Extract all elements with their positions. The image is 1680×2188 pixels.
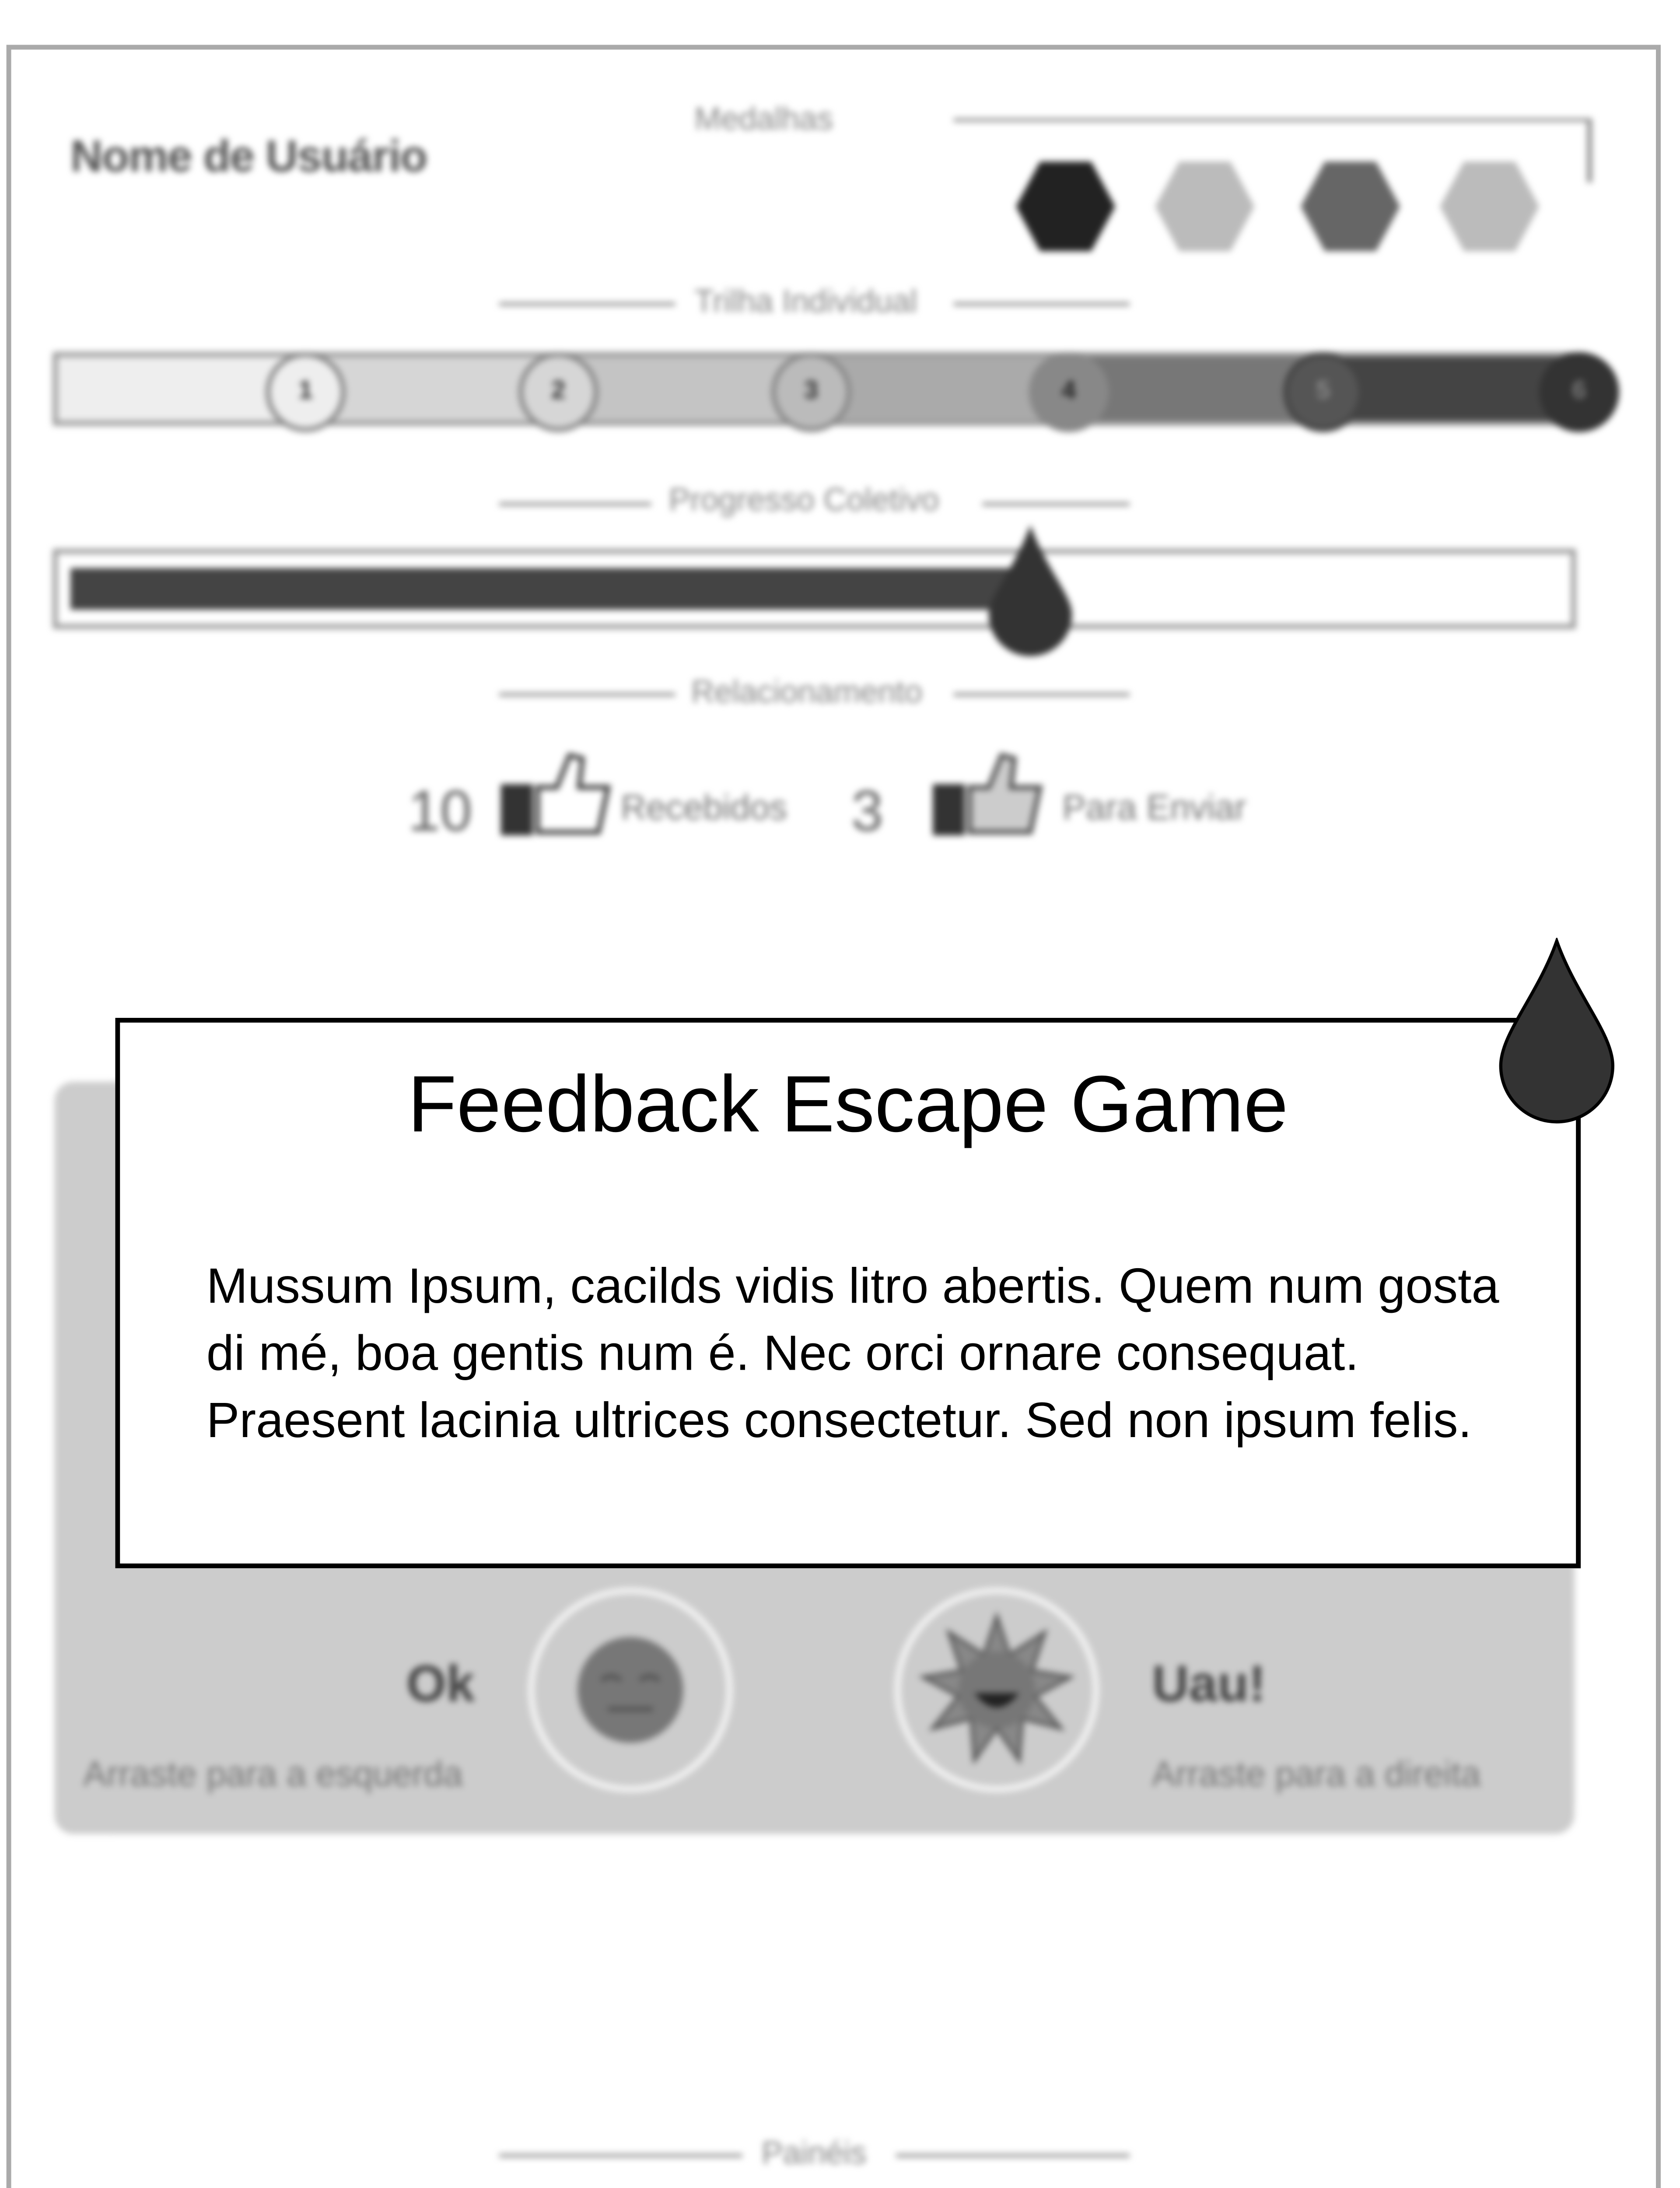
drop-icon[interactable] xyxy=(1496,938,1617,1130)
received-label: Recebidos xyxy=(620,787,788,828)
trail-step-3[interactable]: 3 xyxy=(771,352,851,432)
collective-title: Progresso Coletivo xyxy=(668,483,939,519)
ok-hint: Arraste para a esquerda xyxy=(83,1754,463,1794)
medals-title: Medalhas xyxy=(694,102,833,138)
collective-progress-bar xyxy=(53,549,1576,629)
trail-step-2[interactable]: 2 xyxy=(518,352,598,432)
username: Nome de Usuário xyxy=(70,131,427,181)
relationship-title: Relacionamento xyxy=(691,675,923,711)
collective-progress-fill xyxy=(70,568,1022,610)
thumbs-up-send-icon[interactable] xyxy=(931,752,1046,842)
to-send-label: Para Enviar xyxy=(1062,787,1246,828)
trail-title: Trilha Individual xyxy=(694,284,917,320)
modal-body: Mussum Ipsum, cacilds vidis litro abertis. Quem num gosta di mé, boa gentis num é. Nec orci ornare consequat. Praesent lacinia ultrices consectetur. Sed non ipsum felis. xyxy=(206,1258,1499,1448)
trail-step-5[interactable]: 5 xyxy=(1283,352,1363,432)
wow-label: Uau! xyxy=(1152,1655,1266,1712)
wow-face-button[interactable] xyxy=(894,1588,1099,1792)
panels-title: Painéis xyxy=(761,2136,867,2172)
medal-icon-3 xyxy=(1301,161,1400,251)
ok-face-button[interactable] xyxy=(528,1588,733,1792)
sun-face-icon xyxy=(901,1594,1093,1786)
trail-step-4[interactable]: 4 xyxy=(1029,352,1109,432)
medal-icon-1 xyxy=(1016,161,1115,251)
thumbs-up-received-icon[interactable] xyxy=(499,752,614,842)
medal-icon-4 xyxy=(1440,161,1539,251)
ok-label: Ok xyxy=(406,1655,475,1712)
progress-drop-icon[interactable] xyxy=(986,522,1075,659)
medals-row xyxy=(1008,157,1552,256)
to-send-count: 3 xyxy=(851,778,883,844)
neutral-face-icon xyxy=(534,1594,726,1786)
received-count: 10 xyxy=(408,778,472,844)
modal-title: Feedback Escape Game xyxy=(407,1059,1288,1149)
medal-icon-2 xyxy=(1155,161,1254,251)
trail-step-6[interactable]: 6 xyxy=(1539,352,1619,432)
feedback-modal xyxy=(115,1018,1581,1568)
trail-step-1[interactable]: 1 xyxy=(266,352,346,432)
wow-hint: Arraste para a direita xyxy=(1152,1754,1481,1794)
